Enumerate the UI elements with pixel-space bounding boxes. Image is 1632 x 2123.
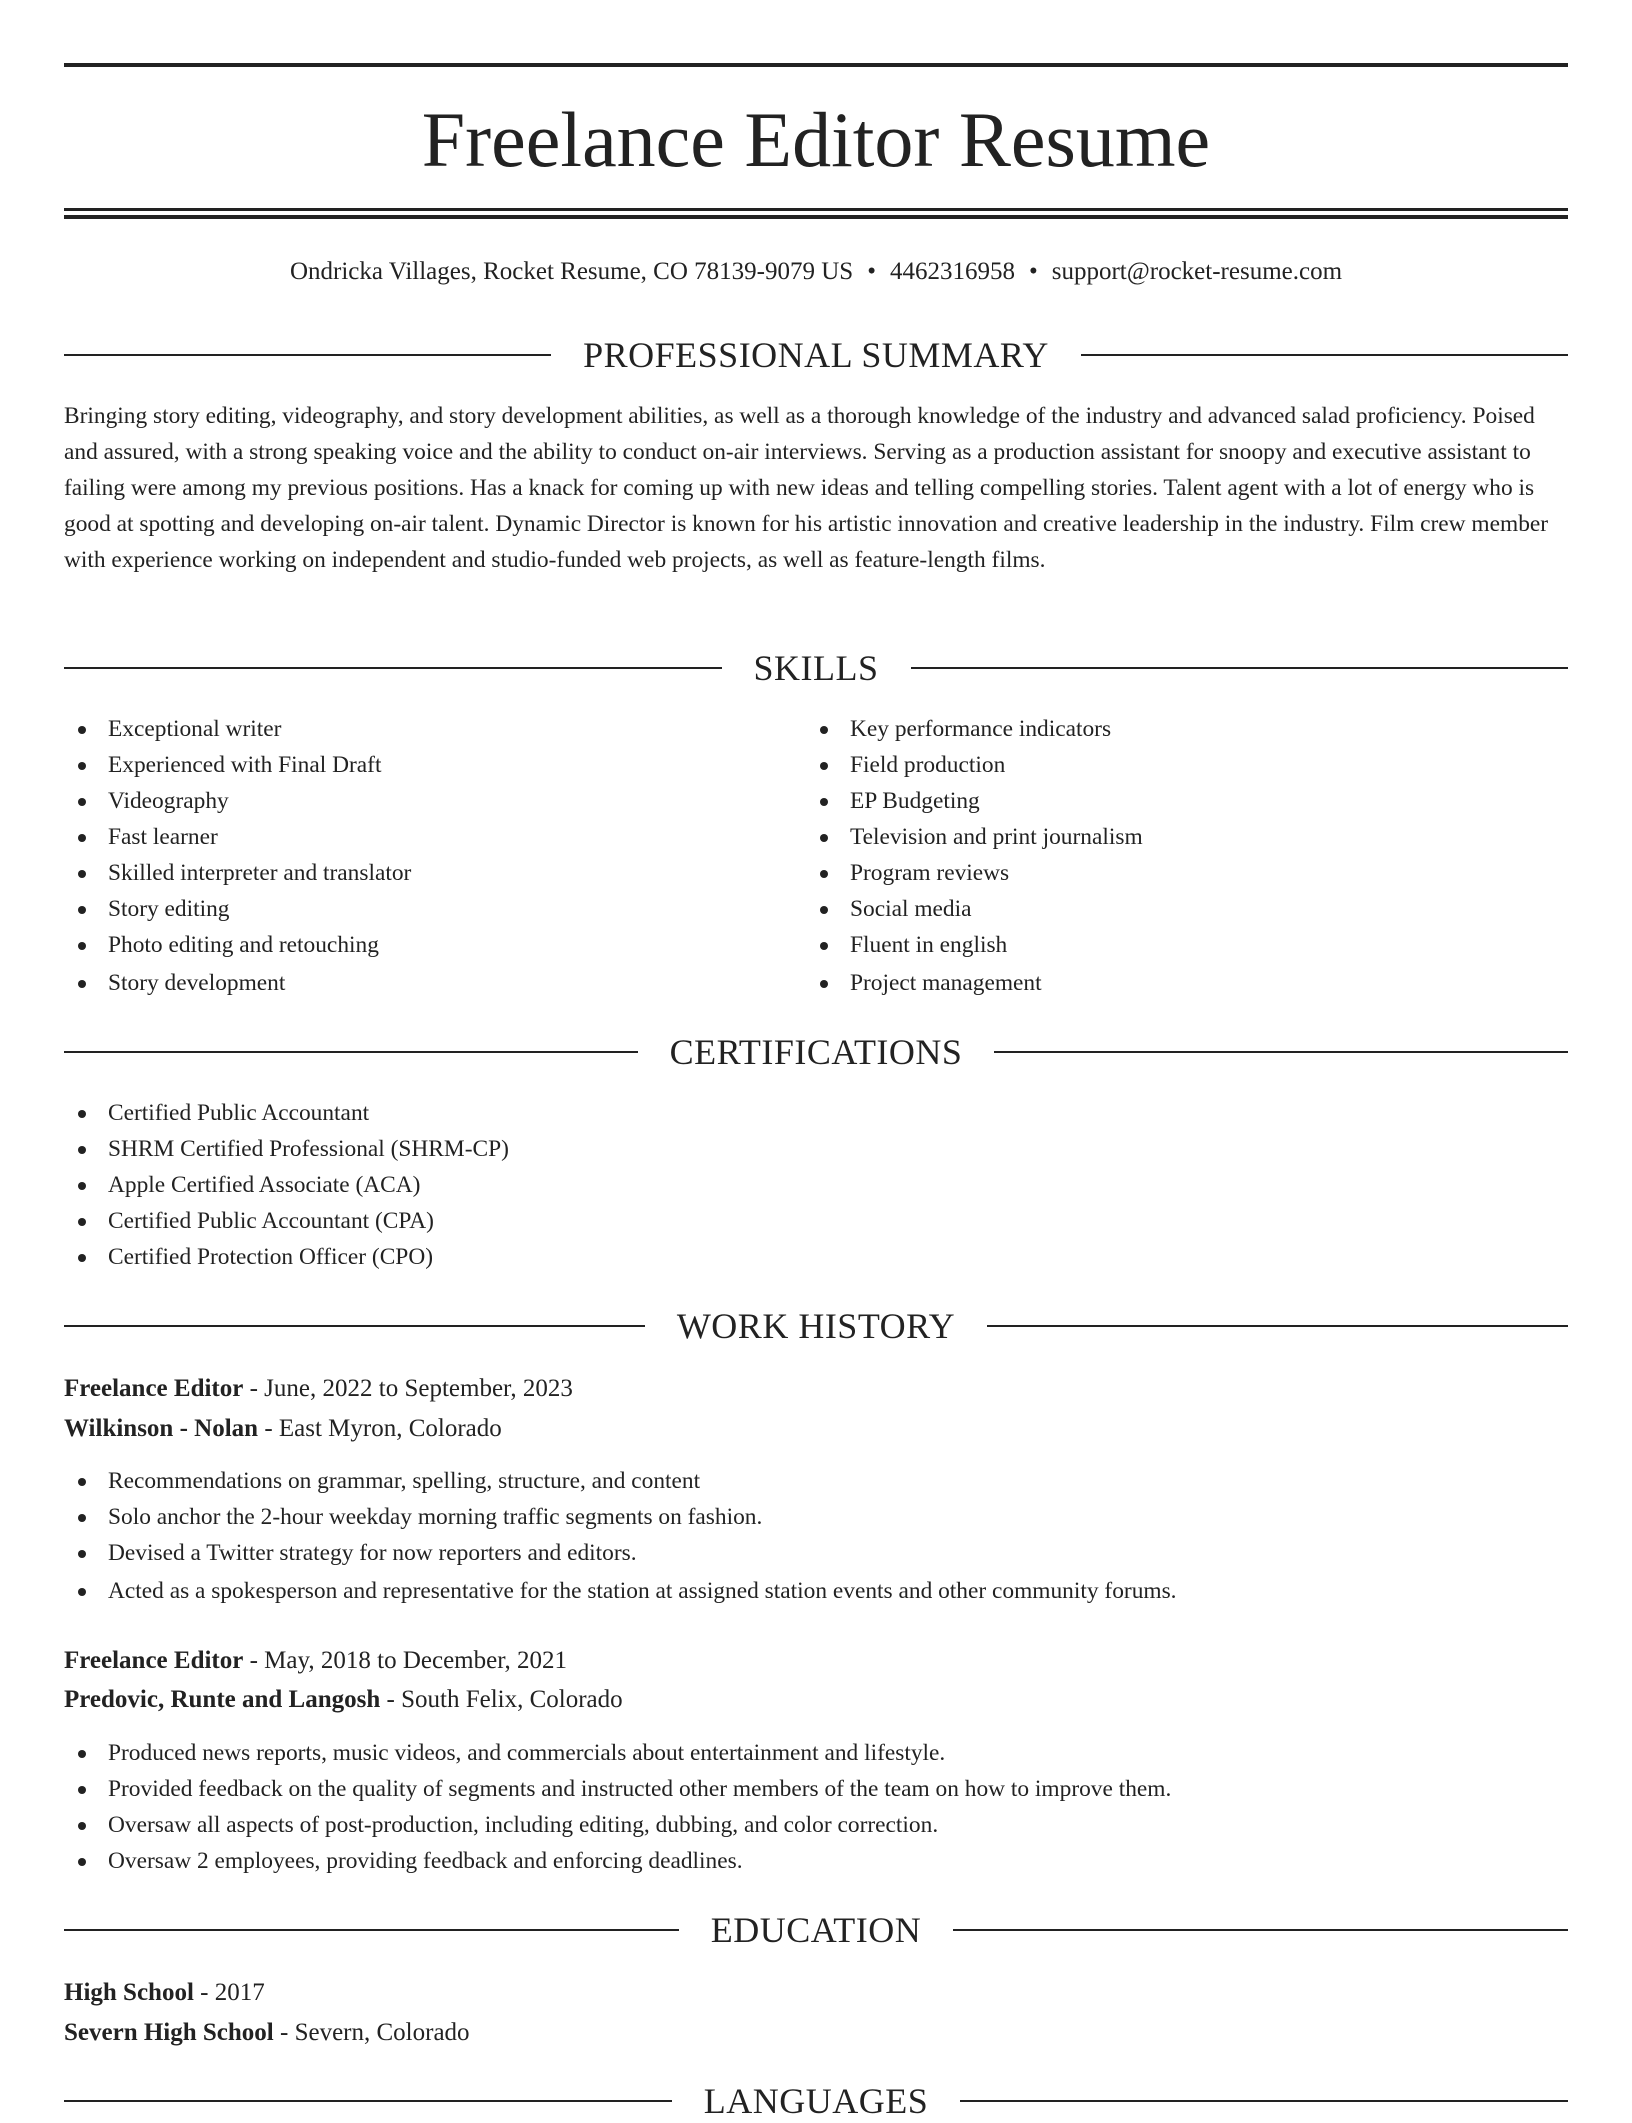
education-degree-line <box>64 1975 265 2011</box>
bullet-dot <box>78 1822 86 1830</box>
title-rule-upper <box>64 208 1568 211</box>
skill-item: Program reviews <box>806 855 1506 891</box>
bullet-dot <box>78 1182 86 1190</box>
heading-rule <box>953 1929 1568 1931</box>
heading-rule <box>994 1051 1568 1053</box>
skill-item: Fluent in english <box>806 927 1506 963</box>
bullet-dot <box>78 942 86 950</box>
job-title: Freelance Editor <box>64 1375 244 1402</box>
education-school: Severn High School <box>64 2019 274 2046</box>
contact-phone: 4462316958 <box>889 258 1015 285</box>
job-duty: Oversaw 2 employees, providing feedback and enforcing deadlines. <box>64 1843 1568 1879</box>
skills-list-left <box>64 711 764 1001</box>
job-title: Freelance Editor <box>64 1647 244 1674</box>
job-title-line <box>64 1371 573 1407</box>
title-rule-lower <box>64 215 1568 219</box>
contact-separator: • <box>1028 258 1038 285</box>
education-year: - 2017 <box>193 1979 265 2006</box>
bullet-dot <box>820 726 828 734</box>
job-location: - East Myron, Colorado <box>258 1415 502 1442</box>
job-dates: - May, 2018 to December, 2021 <box>243 1647 568 1674</box>
resume-title: Freelance Editor Resume <box>421 96 1211 183</box>
job-duty: Acted as a spokesperson and representative for the station at assigned station events and other community forums. <box>64 1573 1568 1609</box>
education-school-line <box>64 2015 470 2051</box>
skill-item: EP Budgeting <box>806 783 1506 819</box>
job-company-line <box>64 1682 623 1718</box>
bullet-dot <box>78 1786 86 1794</box>
job-duties-list <box>64 1463 1568 1609</box>
heading-rule <box>960 2100 1568 2102</box>
job-location: - South Felix, Colorado <box>380 1686 623 1713</box>
heading-rule <box>911 667 1569 669</box>
skill-item: Project management <box>806 965 1506 1001</box>
bullet-dot <box>78 1858 86 1866</box>
skill-item: Key performance indicators <box>806 711 1506 747</box>
section-heading-skills <box>64 646 1568 690</box>
section-heading-label: CERTIFICATIONS <box>669 1032 963 1072</box>
skill-item: Field production <box>806 747 1506 783</box>
bullet-dot <box>820 942 828 950</box>
skill-item: Videography <box>64 783 764 819</box>
certification-item: Certified Protection Officer (CPO) <box>64 1239 1568 1275</box>
skills-list-right <box>806 711 1506 1001</box>
job-company: Predovic, Runte and Langosh <box>64 1686 381 1713</box>
section-heading-work-history <box>64 1304 1568 1348</box>
bullet-dot <box>78 1254 86 1262</box>
section-heading-label: LANGUAGES <box>703 2081 929 2121</box>
summary-text: Bringing story editing, videography, and story development abilities, as well as a thorough knowledge of the industry and advanced salad proficiency. Poised and assured, with a strong speaking voice and the ability to conduct on-air interviews. Serving as a production assistant for snoopy and executive assistant to failing were among my previous positions. Has a knack for coming up with new ideas and telling compelling stories. Talent agent with a lot of energy who is good at spotting and developing on-air talent. Dynamic Director is known for his artistic innovation and creative leadership in the industry. Film crew member with experience working on independent and studio-funded web projects, as well as feature-length films. <box>64 403 1549 573</box>
job-company: Wilkinson - Nolan <box>64 1415 259 1442</box>
skill-item: Television and print journalism <box>806 819 1506 855</box>
bullet-dot <box>78 1218 86 1226</box>
heading-rule <box>64 2100 672 2102</box>
skill-item: Fast learner <box>64 819 764 855</box>
section-heading-label: EDUCATION <box>710 1910 922 1950</box>
bullet-dot <box>820 980 828 988</box>
bullet-dot <box>78 726 86 734</box>
bullet-dot <box>78 906 86 914</box>
bullet-dot <box>78 1588 86 1596</box>
contact-address: Ondricka Villages, Rocket Resume, CO 78139-9079 US <box>289 258 854 285</box>
certification-item: Apple Certified Associate (ACA) <box>64 1167 1568 1203</box>
bullet-dot <box>820 906 828 914</box>
skill-item: Social media <box>806 891 1506 927</box>
bullet-dot <box>78 1550 86 1558</box>
section-heading-label: WORK HISTORY <box>676 1306 956 1346</box>
bullet-dot <box>78 1750 86 1758</box>
skill-item: Skilled interpreter and translator <box>64 855 764 891</box>
bullet-dot <box>820 798 828 806</box>
certification-item: Certified Public Accountant <box>64 1095 1568 1131</box>
job-dates: - June, 2022 to September, 2023 <box>243 1375 573 1402</box>
education-location: - Severn, Colorado <box>273 2019 470 2046</box>
bullet-dot <box>820 870 828 878</box>
contact-line <box>64 254 1568 290</box>
bullet-dot <box>78 1478 86 1486</box>
contact-email: support@rocket-resume.com <box>1051 258 1343 285</box>
heading-rule <box>1081 354 1568 356</box>
heading-rule <box>987 1325 1568 1327</box>
bullet-dot <box>78 1110 86 1118</box>
job-company-line <box>64 1411 502 1447</box>
skill-item: Story development <box>64 965 764 1001</box>
job-duty: Solo anchor the 2-hour weekday morning traffic segments on fashion. <box>64 1499 1568 1535</box>
bullet-dot <box>820 762 828 770</box>
job-title-line <box>64 1643 567 1679</box>
section-heading-summary <box>64 333 1568 377</box>
heading-rule <box>64 667 722 669</box>
job-duty: Provided feedback on the quality of segments and instructed other members of the team on how to improve them. <box>64 1771 1568 1807</box>
skill-item: Experienced with Final Draft <box>64 747 764 783</box>
bullet-dot <box>78 1146 86 1154</box>
bullet-dot <box>78 1514 86 1522</box>
job-duty: Produced news reports, music videos, and commercials about entertainment and lifestyle. <box>64 1735 1568 1771</box>
heading-rule <box>64 1325 645 1327</box>
job-duties-list <box>64 1735 1568 1879</box>
bullet-dot <box>820 834 828 842</box>
certification-item: SHRM Certified Professional (SHRM-CP) <box>64 1131 1568 1167</box>
section-heading-certifications <box>64 1030 1568 1074</box>
certifications-list <box>64 1095 1568 1275</box>
education-degree: High School <box>64 1979 194 2006</box>
skill-item: Photo editing and retouching <box>64 927 764 963</box>
bullet-dot <box>78 980 86 988</box>
section-heading-label: SKILLS <box>753 648 879 688</box>
section-heading-languages <box>64 2079 1568 2123</box>
job-duty: Devised a Twitter strategy for now reporters and editors. <box>64 1535 1568 1571</box>
skill-item: Story editing <box>64 891 764 927</box>
heading-rule <box>64 1929 679 1931</box>
certification-item: Certified Public Accountant (CPA) <box>64 1203 1568 1239</box>
section-heading-education <box>64 1908 1568 1952</box>
bullet-dot <box>78 798 86 806</box>
bullet-dot <box>78 870 86 878</box>
top-rule <box>64 63 1568 67</box>
bullet-dot <box>78 762 86 770</box>
job-duty: Recommendations on grammar, spelling, structure, and content <box>64 1463 1568 1499</box>
skill-item: Exceptional writer <box>64 711 764 747</box>
heading-rule <box>64 1051 638 1053</box>
bullet-dot <box>78 834 86 842</box>
heading-rule <box>64 354 551 356</box>
contact-separator: • <box>867 258 876 285</box>
section-heading-label: PROFESSIONAL SUMMARY <box>583 335 1049 375</box>
job-duty: Oversaw all aspects of post-production, including editing, dubbing, and color correction. <box>64 1807 1568 1843</box>
